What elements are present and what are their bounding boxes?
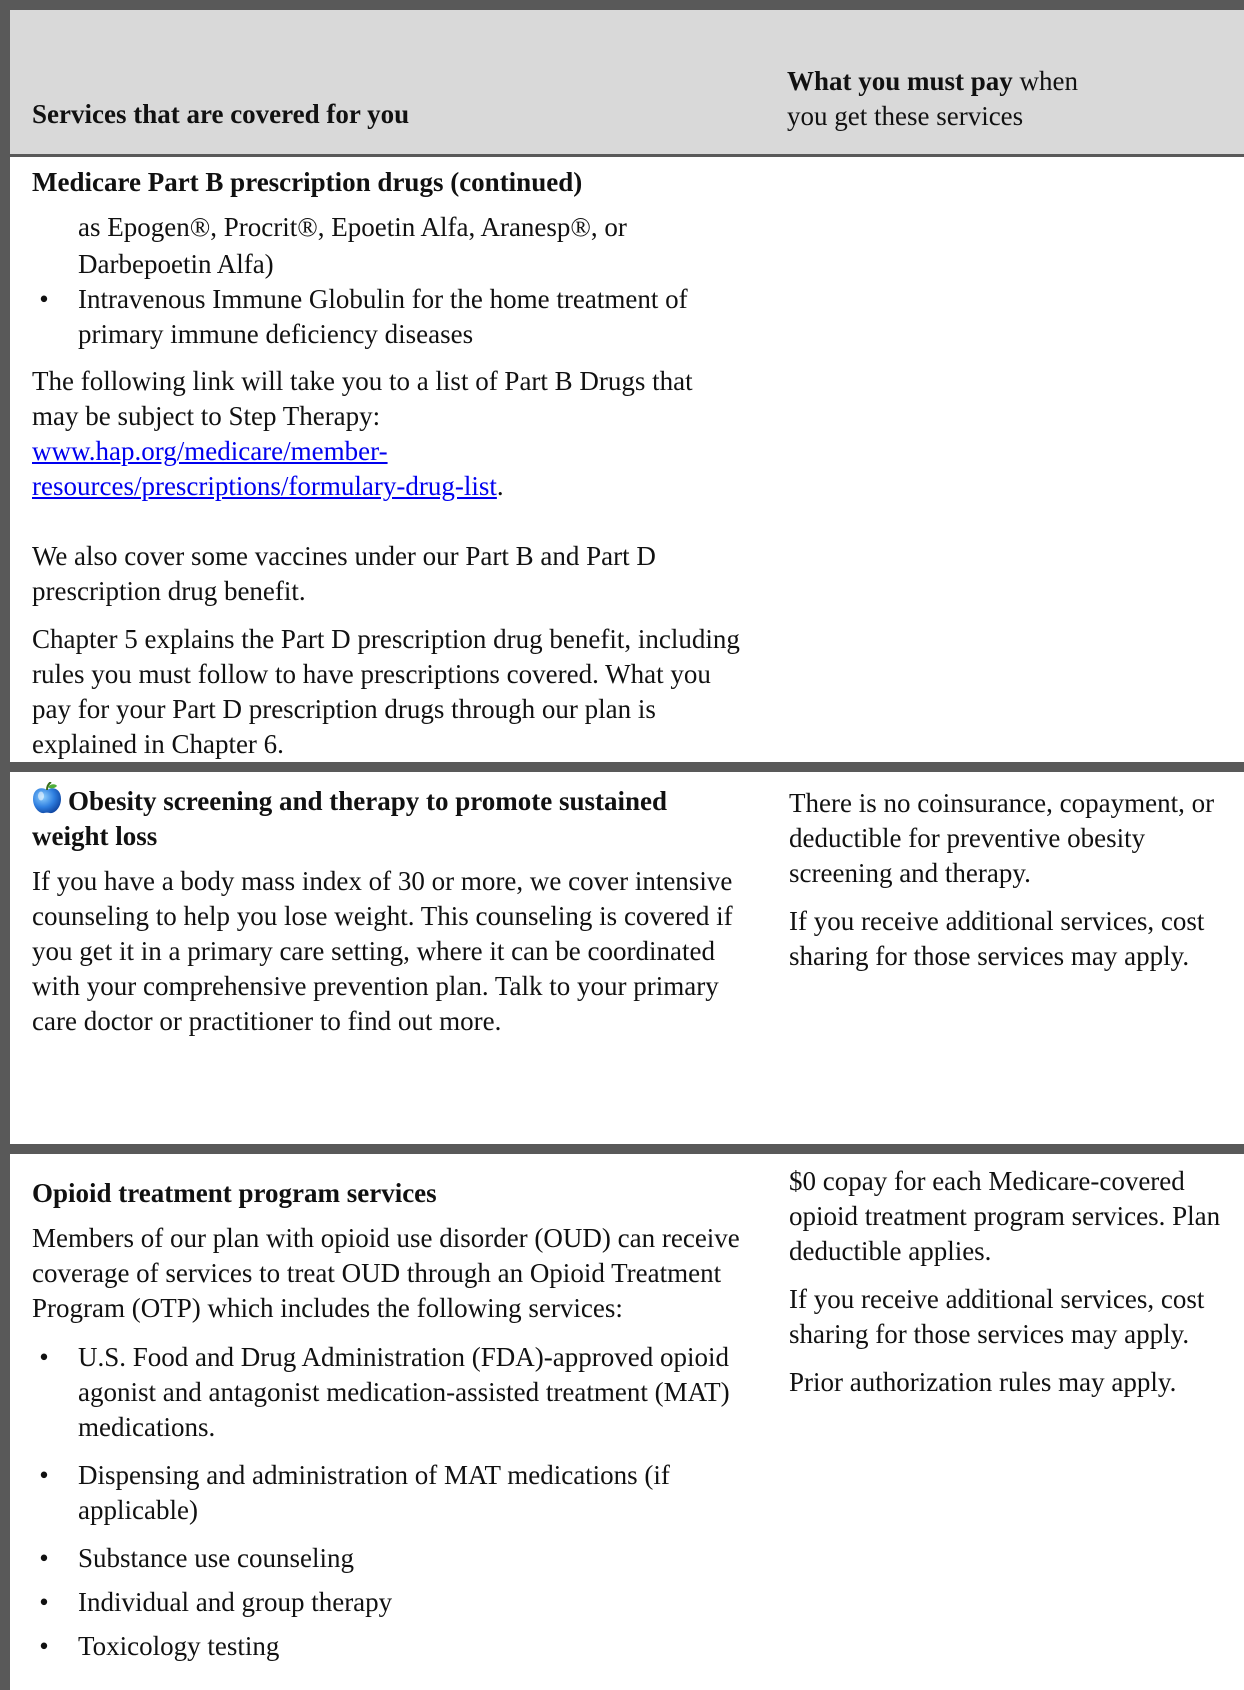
header-pay-label-line2: you get these services <box>787 101 1024 131</box>
opioid-pay-text: $0 copay for each Medicare-covered opioid treatment program services. Plan deductible applies. <box>789 1166 1221 1266</box>
bullet-icon: • <box>39 1460 49 1490</box>
list-item-text: Individual and group therapy <box>78 1587 393 1617</box>
opioid-bullet-list <box>32 1340 743 1664</box>
opioid-pay-cell <box>765 1149 1244 1690</box>
table-row <box>5 1149 1244 1690</box>
table-row <box>5 156 1244 768</box>
list-item <box>32 1458 743 1528</box>
link-line-2: resources/prescriptions/formulary-drug-list <box>32 471 497 501</box>
list-item <box>32 1585 743 1620</box>
opioid-services-cell <box>5 1149 765 1690</box>
bullet-icon: • <box>39 284 49 314</box>
bullet-icon: • <box>39 1631 49 1661</box>
list-item-text: Substance use counseling <box>78 1543 354 1573</box>
obesity-title-text: Obesity screening and therapy to promote sustained weight loss <box>32 786 668 851</box>
header-services-label: Services that are covered for you <box>32 99 410 129</box>
opioid-body-text: Members of our plan with opioid use disorder (OUD) can receive coverage of services to treat OUD through an Opioid Treatment Program (OTP) which includes the following services: <box>32 1223 740 1323</box>
formulary-link[interactable] <box>32 436 497 501</box>
obesity-pay-cell <box>765 767 1244 1149</box>
list-item-text: U.S. Food and Drug Administration (FDA)-approved opioid agonist and antagonist medication-assisted treatment (MAT) medications. <box>78 1342 730 1442</box>
part-b-chapter-text: Chapter 5 explains the Part D prescription drug benefit, including rules you must follow to have prescriptions covered. What you pay for your Part D prescription drugs through our plan is explained in Chapter 6. <box>32 624 740 759</box>
part-b-vaccines-text: We also cover some vaccines under our Part B and Part D prescription drug benefit. <box>32 541 656 606</box>
list-item-text: Toxicology testing <box>78 1631 280 1661</box>
list-item <box>32 282 743 352</box>
header-pay-cell <box>765 5 1244 156</box>
part-b-link-intro <box>32 364 743 504</box>
part-b-pay-cell <box>765 156 1244 768</box>
table-header <box>5 5 1244 156</box>
part-b-continued-line: Darbepoetin Alfa) <box>78 249 274 279</box>
bullet-icon: • <box>39 1543 49 1573</box>
obesity-services-cell <box>5 767 765 1149</box>
obesity-pay-text: If you receive additional services, cost sharing for those services may apply. <box>789 906 1205 971</box>
part-b-continued-line: as Epogen®, Procrit®, Epoetin Alfa, Aranesp®, or <box>78 212 627 242</box>
obesity-title <box>32 782 743 854</box>
opioid-title: Opioid treatment program services <box>32 1178 437 1208</box>
part-b-title: Medicare Part B prescription drugs (continued) <box>32 167 583 197</box>
opioid-pay-text: Prior authorization rules may apply. <box>789 1367 1177 1397</box>
header-services-cell <box>5 5 765 156</box>
bullet-icon: • <box>39 1587 49 1617</box>
obesity-body-text: If you have a body mass index of 30 or more, we cover intensive counseling to help you lose weight. This counseling is covered if you get it in a primary care setting, where it can be coordinated with your comprehensive prevention plan. Talk to your primary care doctor or practitioner to find out more. <box>32 866 733 1036</box>
apple-icon <box>32 782 62 814</box>
header-pay-label-bold: What you must pay <box>787 66 1013 96</box>
link-intro-text: The following link will take you to a list of Part B Drugs that may be subject to Step Therapy: <box>32 366 693 431</box>
opioid-pay-text: If you receive additional services, cost sharing for those services may apply. <box>789 1284 1205 1349</box>
list-item <box>32 1340 743 1445</box>
link-line-1: www.hap.org/medicare/member- <box>32 436 388 466</box>
bullet-icon: • <box>39 1342 49 1372</box>
list-item-text: Intravenous Immune Globulin for the home treatment of primary immune deficiency diseases <box>78 284 688 349</box>
list-item-text: Dispensing and administration of MAT medications (if applicable) <box>78 1460 670 1525</box>
list-item <box>32 1629 743 1664</box>
part-b-services-cell <box>5 156 765 768</box>
part-b-bullet-list <box>32 282 743 352</box>
obesity-pay-text: There is no coinsurance, copayment, or deductible for preventive obesity screening and therapy. <box>789 788 1215 888</box>
table-row <box>5 767 1244 1149</box>
list-item <box>32 1541 743 1576</box>
header-pay-label-rest: when <box>1012 66 1079 96</box>
link-period: . <box>496 471 504 501</box>
